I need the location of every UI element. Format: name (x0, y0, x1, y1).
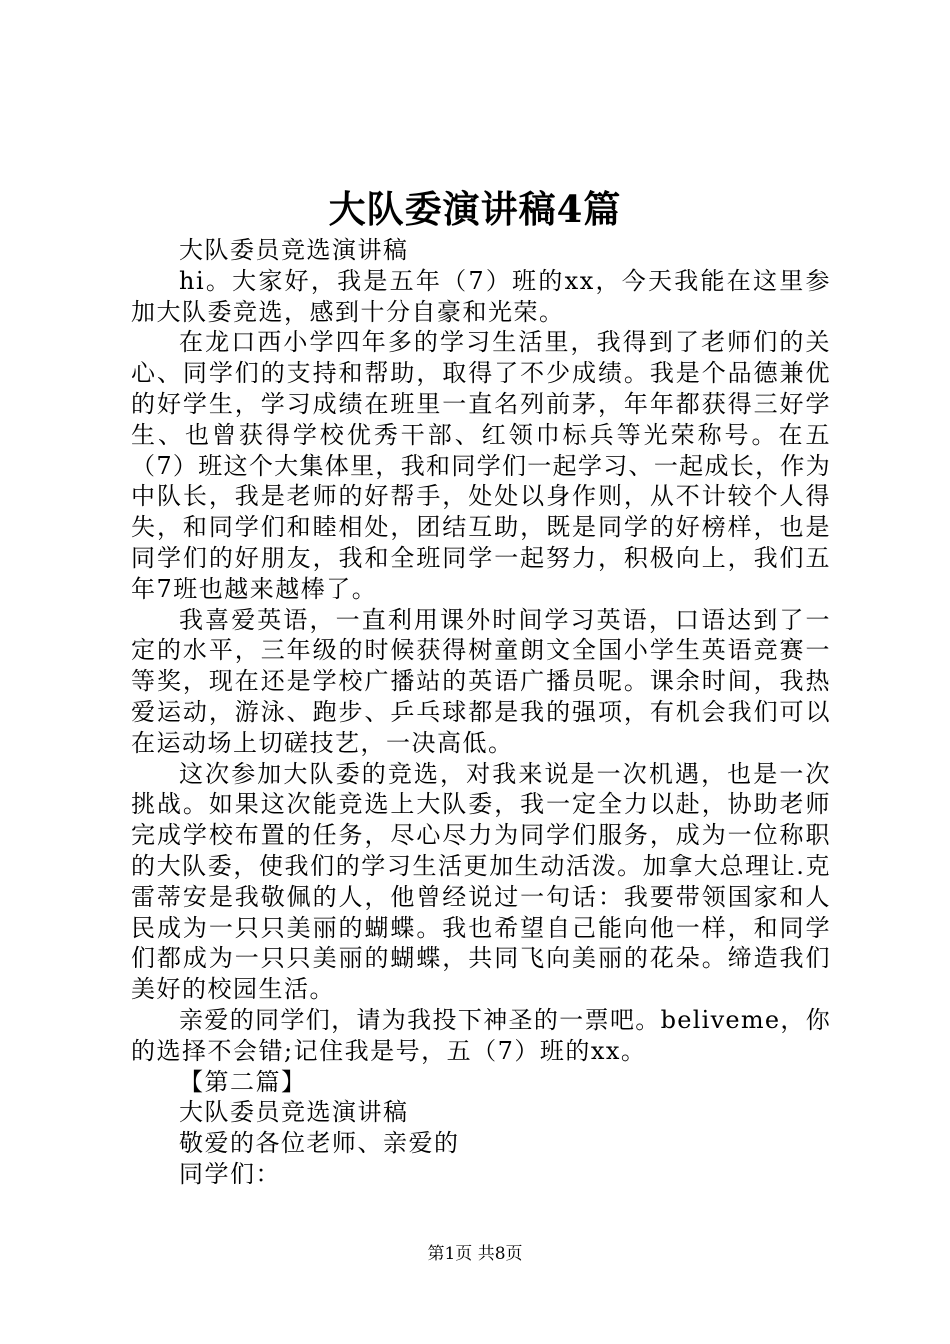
text-line: 加大队委竞选，感到十分自豪和光荣。 (131, 297, 565, 326)
text-line: 等奖，现在还是学校广播站的英语广播员呢。课余时间，我热 (131, 667, 831, 696)
text-line: 雷蒂安是我敬佩的人，他曾经说过一句话：我要带领国家和人 (131, 882, 831, 911)
document-body (131, 235, 831, 1190)
text-line: 定的水平，三年级的时候获得树童朗文全国小学生英语竞赛一 (131, 636, 831, 665)
text-line: 大队委员竞选演讲稿 (179, 236, 409, 264)
text-line: hi。大家好，我是五年（7）班的xx，今天我能在这里参 (179, 266, 831, 295)
text-line: 同学们： (179, 1159, 281, 1188)
text-line: 在龙口西小学四年多的学习生活里，我得到了老师们的关 (179, 328, 831, 357)
text-line: 在运动场上切磋技艺，一决高低。 (131, 728, 514, 757)
text-line: 的大队委，使我们的学习生活更加生动活泼。加拿大总理让.克 (131, 851, 831, 880)
text-line: 敬爱的各位老师、亲爱的 (179, 1129, 460, 1158)
text-line: 大队委员竞选演讲稿 (179, 1098, 409, 1127)
text-line: 美好的校园生活。 (131, 975, 335, 1004)
text-line: 们都成为一只只美丽的蝴蝶，共同飞向美丽的花朵。缔造我们 (131, 944, 831, 973)
text-line: 爱运动，游泳、跑步、乒乓球都是我的强项，有机会我们可以 (131, 697, 831, 726)
text-line: 中队长，我是老师的好帮手，处处以身作则，从不计较个人得 (131, 482, 831, 511)
text-line: （7）班这个大集体里，我和同学们一起学习、一起成长，作为 (131, 451, 831, 480)
text-line: 年7班也越来越棒了。 (131, 574, 378, 603)
text-line: 心、同学们的支持和帮助，取得了不少成绩。我是个品德兼优 (131, 359, 831, 388)
text-line: 民成为一只只美丽的蝴蝶。我也希望自己能向他一样，和同学 (131, 913, 831, 942)
text-line: 完成学校布置的任务，尽心尽力为同学们服务，成为一位称职 (131, 821, 831, 850)
text-line: 生、也曾获得学校优秀干部、红领巾标兵等光荣称号。在五 (131, 420, 831, 449)
text-line: 同学们的好朋友，我和全班同学一起努力，积极向上，我们五 (131, 543, 831, 572)
page-footer: 第1页 共8页 (427, 1244, 523, 1264)
document-title: 大队委演讲稿4篇 (328, 187, 622, 231)
text-line: 这次参加大队委的竞选，对我来说是一次机遇，也是一次 (179, 759, 831, 788)
text-line: 的选择不会错;记住我是号，五（7）班的xx。 (131, 1036, 647, 1065)
text-line: 挑战。如果这次能竞选上大队委，我一定全力以赴，协助老师 (131, 790, 831, 819)
text-line: 我喜爱英语，一直利用课外时间学习英语，口语达到了一 (179, 605, 831, 634)
text-line: 【第二篇】 (179, 1067, 307, 1096)
text-line: 失，和同学们和睦相处，团结互助，既是同学的好榜样，也是 (131, 513, 831, 542)
text-line: 的好学生，学习成绩在班里一直名列前茅，年年都获得三好学 (131, 389, 831, 418)
text-line: 亲爱的同学们，请为我投下神圣的一票吧。beliveme，你 (179, 1005, 831, 1034)
